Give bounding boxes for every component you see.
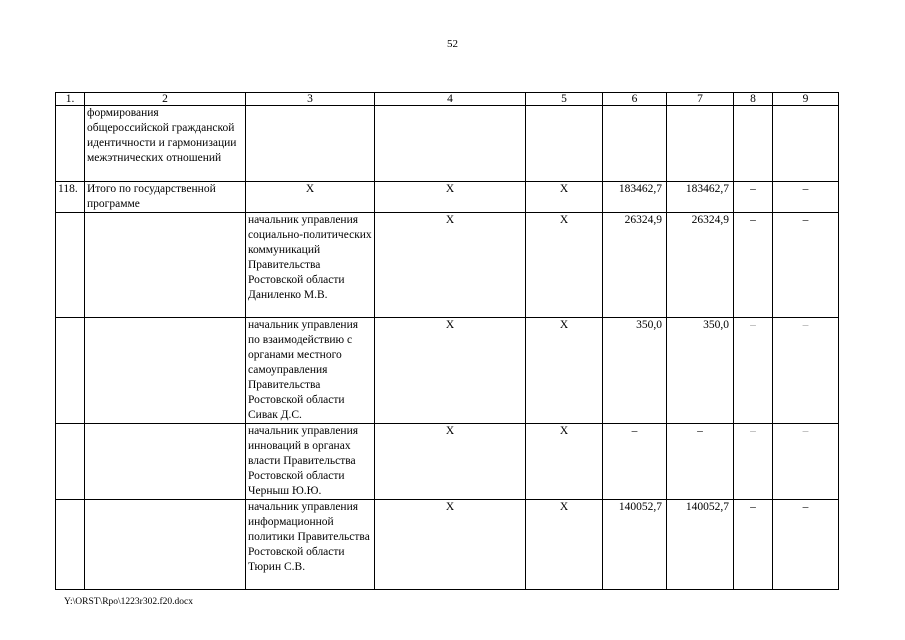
col5-cell [526,106,603,182]
responsible-cell: начальник управления инноваций в органах власти Правительства Ростовской области Черныш Ю.Ю. [246,424,375,500]
item-name-cell [85,500,246,590]
responsible-cell: Х [246,182,375,213]
col4-cell: Х [375,424,526,500]
header-cell-7: 7 [667,93,734,106]
col4-cell: Х [375,500,526,590]
col4-cell [375,106,526,182]
header-cell-2: 2 [85,93,246,106]
col8-cell: – [734,213,773,318]
header-cell-9: 9 [773,93,839,106]
item-name-cell [85,318,246,424]
col6-cell: – [603,424,667,500]
item-name-cell: Итого по государственной программе [85,182,246,213]
item-name-cell [85,424,246,500]
table-row [56,106,839,182]
responsible-cell: начальник управления информационной политики Правительства Ростовской области Тюрин С.В. [246,500,375,590]
col5-cell: Х [526,424,603,500]
header-cell-6: 6 [603,93,667,106]
header-cell-4: 4 [375,93,526,106]
col7-cell: 183462,7 [667,182,734,213]
col5-cell: Х [526,182,603,213]
col6-cell: 26324,9 [603,213,667,318]
responsible-cell: начальник управления по взаимодействию с органами местного самоуправления Правительства Ростовской области Сивак Д.С. [246,318,375,424]
col5-cell: Х [526,500,603,590]
row-number-cell [56,106,85,182]
table-row [56,424,839,500]
col6-cell: 140052,7 [603,500,667,590]
page-number: 52 [447,38,458,50]
item-name-cell [85,213,246,318]
header-row [56,93,839,106]
col7-cell: 350,0 [667,318,734,424]
col4-cell: Х [375,213,526,318]
col8-cell: – [734,318,773,424]
col4-cell: Х [375,318,526,424]
col8-cell [734,106,773,182]
col9-cell [773,106,839,182]
header-cell-5: 5 [526,93,603,106]
col7-cell: – [667,424,734,500]
row-number-cell: 118. [56,182,85,213]
table-row [56,213,839,318]
col7-cell: 26324,9 [667,213,734,318]
responsible-cell [246,106,375,182]
item-name-cell: формирования общероссийской гражданской идентичности и гармонизации межэтнических отношений [85,106,246,182]
table-row [56,182,839,213]
col5-cell: Х [526,318,603,424]
header-cell-8: 8 [734,93,773,106]
program-table [55,92,839,590]
col8-cell: – [734,182,773,213]
col6-cell: 183462,7 [603,182,667,213]
col9-cell: – [773,182,839,213]
col9-cell: – [773,500,839,590]
header-cell-1: 1. [56,93,85,106]
row-number-cell [56,318,85,424]
table-row [56,500,839,590]
row-number-cell [56,500,85,590]
col9-cell: – [773,213,839,318]
col9-cell: – [773,424,839,500]
row-number-cell [56,213,85,318]
responsible-cell: начальник управления социально-политических коммуникаций Правительства Ростовской области Даниленко М.В. [246,213,375,318]
col5-cell: Х [526,213,603,318]
col6-cell: 350,0 [603,318,667,424]
col6-cell [603,106,667,182]
col4-cell: Х [375,182,526,213]
col7-cell [667,106,734,182]
table-row [56,318,839,424]
col8-cell: – [734,424,773,500]
header-cell-3: 3 [246,93,375,106]
col7-cell: 140052,7 [667,500,734,590]
col8-cell: – [734,500,773,590]
row-number-cell [56,424,85,500]
document-path: Y:\ORST\Rpo\1223r302.f20.docx [64,597,193,607]
col9-cell: – [773,318,839,424]
